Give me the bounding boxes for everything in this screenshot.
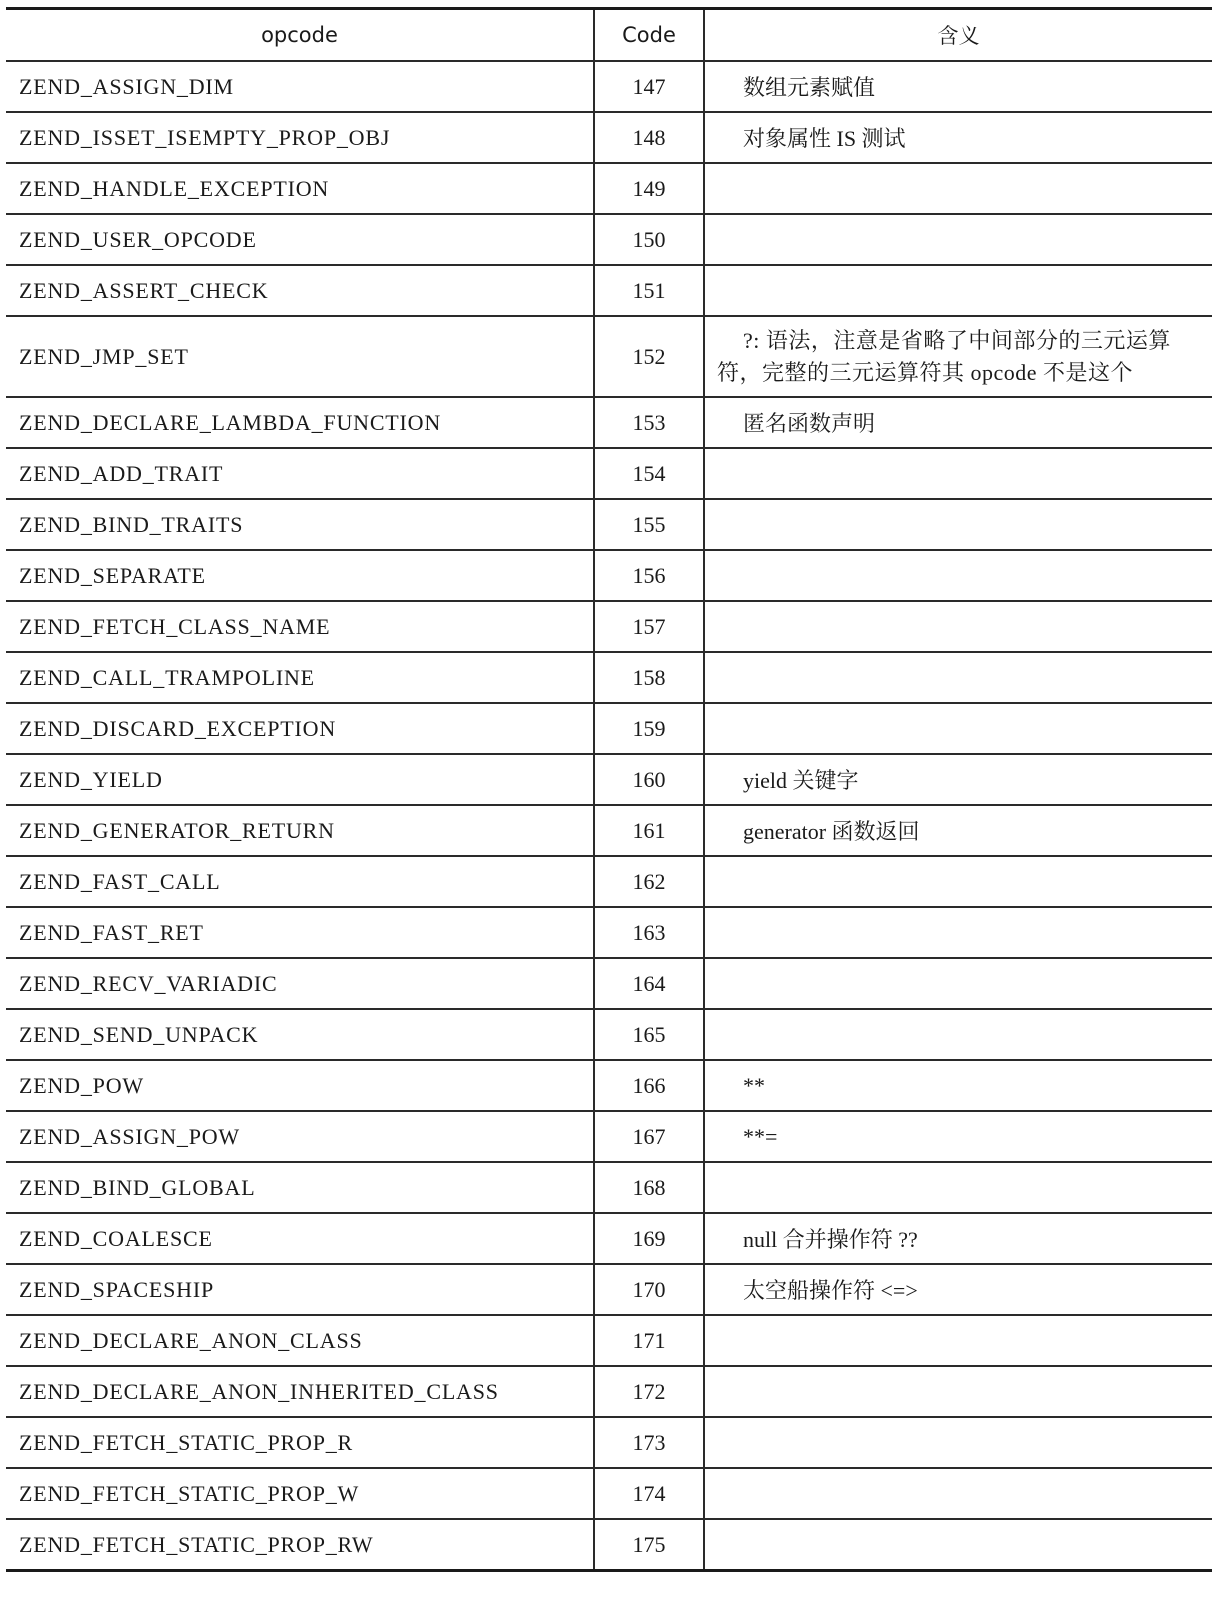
header-meaning: 含义: [704, 9, 1212, 62]
meaning-cell: 太空船操作符 <=>: [704, 1264, 1212, 1315]
opcode-cell: ZEND_BIND_GLOBAL: [6, 1162, 594, 1213]
table-row: [6, 1213, 1212, 1264]
meaning-cell: yield 关键字: [704, 754, 1212, 805]
table-header-row: [6, 9, 1212, 62]
opcode-cell: ZEND_SPACESHIP: [6, 1264, 594, 1315]
meaning-cell: [704, 1315, 1212, 1366]
code-cell: 174: [594, 1468, 704, 1519]
code-cell: 162: [594, 856, 704, 907]
table-row: [6, 163, 1212, 214]
table-row: [6, 550, 1212, 601]
meaning-cell: [704, 1519, 1212, 1571]
opcode-cell: ZEND_BIND_TRAITS: [6, 499, 594, 550]
code-cell: 159: [594, 703, 704, 754]
meaning-cell: [704, 1162, 1212, 1213]
code-cell: 148: [594, 112, 704, 163]
code-cell: 161: [594, 805, 704, 856]
opcode-table: [6, 7, 1212, 1572]
opcode-cell: ZEND_YIELD: [6, 754, 594, 805]
code-cell: 147: [594, 61, 704, 112]
opcode-cell: ZEND_SEND_UNPACK: [6, 1009, 594, 1060]
table-row: [6, 265, 1212, 316]
opcode-cell: ZEND_DECLARE_ANON_INHERITED_CLASS: [6, 1366, 594, 1417]
meaning-cell: [704, 856, 1212, 907]
table-row: [6, 1417, 1212, 1468]
code-cell: 170: [594, 1264, 704, 1315]
table-row: [6, 1519, 1212, 1571]
opcode-cell: ZEND_JMP_SET: [6, 316, 594, 397]
opcode-cell: ZEND_ADD_TRAIT: [6, 448, 594, 499]
meaning-cell: 数组元素赋值: [704, 61, 1212, 112]
code-cell: 155: [594, 499, 704, 550]
table-row: [6, 856, 1212, 907]
meaning-cell: [704, 448, 1212, 499]
opcode-cell: ZEND_HANDLE_EXCEPTION: [6, 163, 594, 214]
opcode-cell: ZEND_DECLARE_ANON_CLASS: [6, 1315, 594, 1366]
meaning-cell: [704, 652, 1212, 703]
table-row: [6, 907, 1212, 958]
table-row: [6, 112, 1212, 163]
opcode-cell: ZEND_ISSET_ISEMPTY_PROP_OBJ: [6, 112, 594, 163]
code-cell: 167: [594, 1111, 704, 1162]
opcode-cell: ZEND_CALL_TRAMPOLINE: [6, 652, 594, 703]
code-cell: 164: [594, 958, 704, 1009]
table-row: [6, 754, 1212, 805]
table-row: [6, 703, 1212, 754]
table-row: [6, 805, 1212, 856]
table-row: [6, 316, 1212, 397]
code-cell: 165: [594, 1009, 704, 1060]
opcode-cell: ZEND_RECV_VARIADIC: [6, 958, 594, 1009]
meaning-cell: [704, 1468, 1212, 1519]
code-cell: 154: [594, 448, 704, 499]
meaning-cell: [704, 265, 1212, 316]
table-row: [6, 1366, 1212, 1417]
meaning-cell: [704, 601, 1212, 652]
table-row: [6, 1315, 1212, 1366]
meaning-cell: null 合并操作符 ??: [704, 1213, 1212, 1264]
opcode-cell: ZEND_GENERATOR_RETURN: [6, 805, 594, 856]
header-code: Code: [594, 9, 704, 62]
meaning-cell: **: [704, 1060, 1212, 1111]
code-cell: 175: [594, 1519, 704, 1571]
code-cell: 157: [594, 601, 704, 652]
meaning-cell: [704, 907, 1212, 958]
table-row: [6, 958, 1212, 1009]
code-cell: 151: [594, 265, 704, 316]
meaning-cell: [704, 163, 1212, 214]
code-cell: 172: [594, 1366, 704, 1417]
meaning-cell: [704, 214, 1212, 265]
opcode-cell: ZEND_COALESCE: [6, 1213, 594, 1264]
table-row: [6, 397, 1212, 448]
opcode-cell: ZEND_FETCH_STATIC_PROP_W: [6, 1468, 594, 1519]
meaning-cell: [704, 1417, 1212, 1468]
meaning-cell: 对象属性 IS 测试: [704, 112, 1212, 163]
opcode-table-container: [6, 7, 1212, 1572]
code-cell: 158: [594, 652, 704, 703]
table-row: [6, 1162, 1212, 1213]
meaning-cell: ?: 语法，注意是省略了中间部分的三元运算符，完整的三元运算符其 opcode 不是这个: [704, 316, 1212, 397]
code-cell: 150: [594, 214, 704, 265]
table-row: [6, 448, 1212, 499]
opcode-cell: ZEND_ASSIGN_POW: [6, 1111, 594, 1162]
code-cell: 156: [594, 550, 704, 601]
table-row: [6, 1009, 1212, 1060]
opcode-cell: ZEND_FAST_RET: [6, 907, 594, 958]
opcode-cell: ZEND_SEPARATE: [6, 550, 594, 601]
opcode-cell: ZEND_POW: [6, 1060, 594, 1111]
meaning-cell: [704, 1366, 1212, 1417]
code-cell: 168: [594, 1162, 704, 1213]
table-row: [6, 1468, 1212, 1519]
table-row: [6, 1264, 1212, 1315]
code-cell: 166: [594, 1060, 704, 1111]
table-row: [6, 499, 1212, 550]
table-row: [6, 214, 1212, 265]
opcode-cell: ZEND_ASSIGN_DIM: [6, 61, 594, 112]
code-cell: 152: [594, 316, 704, 397]
table-row: [6, 1060, 1212, 1111]
meaning-cell: **=: [704, 1111, 1212, 1162]
code-cell: 153: [594, 397, 704, 448]
code-cell: 160: [594, 754, 704, 805]
meaning-cell: [704, 703, 1212, 754]
meaning-cell: [704, 550, 1212, 601]
opcode-cell: ZEND_USER_OPCODE: [6, 214, 594, 265]
header-opcode: opcode: [6, 9, 594, 62]
meaning-cell: [704, 1009, 1212, 1060]
table-row: [6, 601, 1212, 652]
code-cell: 173: [594, 1417, 704, 1468]
code-cell: 169: [594, 1213, 704, 1264]
code-cell: 171: [594, 1315, 704, 1366]
meaning-cell: 匿名函数声明: [704, 397, 1212, 448]
opcode-cell: ZEND_FAST_CALL: [6, 856, 594, 907]
opcode-cell: ZEND_ASSERT_CHECK: [6, 265, 594, 316]
table-row: [6, 61, 1212, 112]
meaning-cell: [704, 958, 1212, 1009]
opcode-cell: ZEND_FETCH_CLASS_NAME: [6, 601, 594, 652]
code-cell: 163: [594, 907, 704, 958]
table-row: [6, 1111, 1212, 1162]
opcode-cell: ZEND_FETCH_STATIC_PROP_RW: [6, 1519, 594, 1571]
meaning-cell: [704, 499, 1212, 550]
meaning-cell: generator 函数返回: [704, 805, 1212, 856]
code-cell: 149: [594, 163, 704, 214]
table-row: [6, 652, 1212, 703]
opcode-cell: ZEND_DECLARE_LAMBDA_FUNCTION: [6, 397, 594, 448]
opcode-cell: ZEND_FETCH_STATIC_PROP_R: [6, 1417, 594, 1468]
opcode-cell: ZEND_DISCARD_EXCEPTION: [6, 703, 594, 754]
